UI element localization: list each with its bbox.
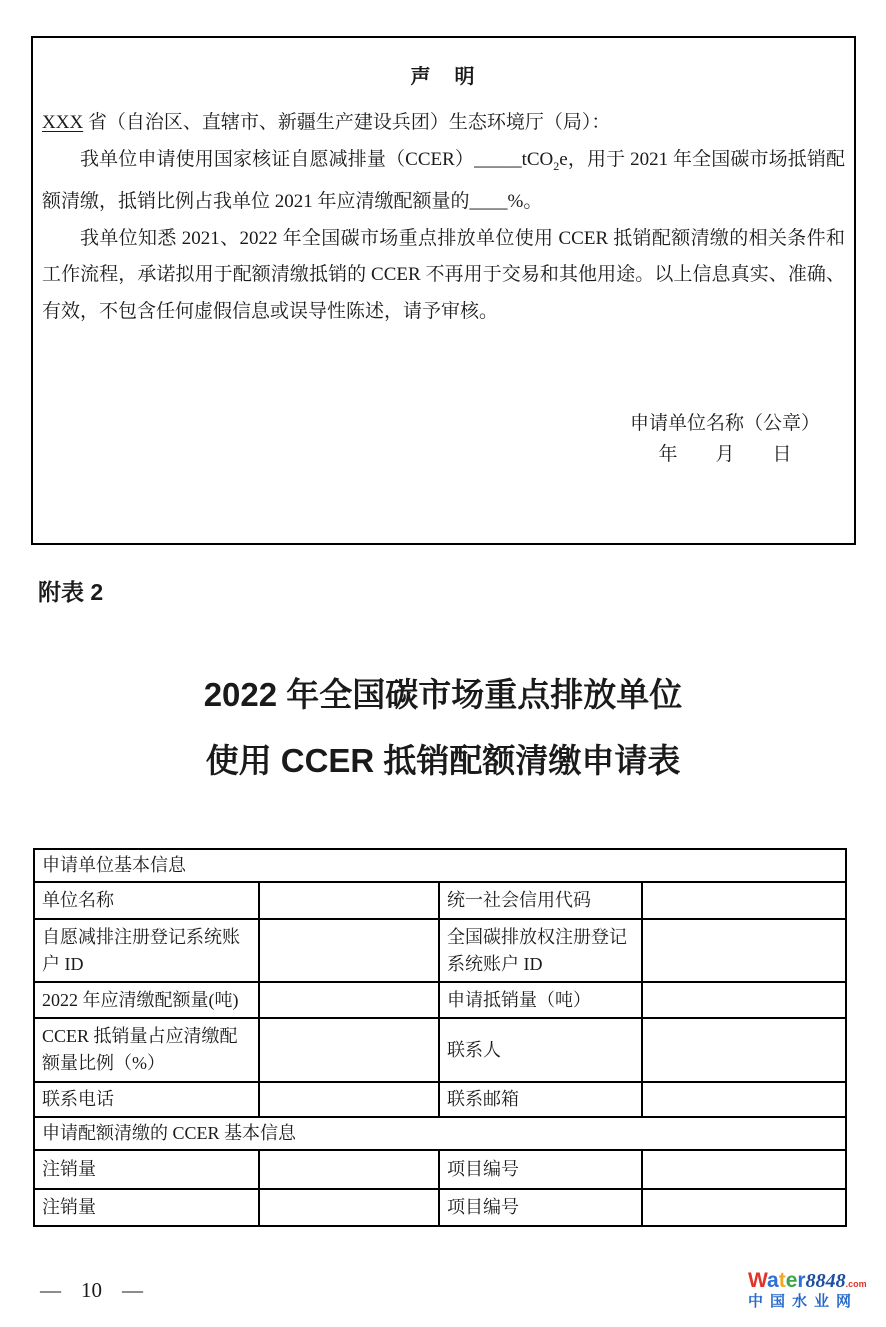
value-offset-amount (642, 982, 846, 1018)
para1-seg2: tCO (521, 148, 554, 170)
label-project-number-1: 项目编号 (439, 1150, 642, 1189)
table-row (34, 1018, 846, 1082)
table-row (34, 1189, 846, 1226)
value-contact-phone (259, 1082, 439, 1117)
value-credit-code (642, 882, 846, 919)
page-number-dash-right: — (122, 1278, 143, 1302)
document-title-line2: 使用 CCER 抵销配额清缴申请表 (205, 742, 681, 779)
table-row (34, 1082, 846, 1117)
label-quota-2022: 2022 年应清缴配额量(吨) (34, 982, 259, 1018)
declaration-body (42, 105, 845, 330)
label-cancel-amount-2: 注销量 (34, 1189, 259, 1226)
declaration-salutation (42, 105, 845, 142)
table-row (34, 982, 846, 1018)
label-unit-name: 单位名称 (34, 882, 259, 919)
logo-tld: .com (845, 1279, 867, 1289)
value-cancel-amount-1 (259, 1150, 439, 1189)
label-credit-code: 统一社会信用代码 (439, 882, 642, 919)
co2-subscript: 2 (553, 158, 560, 173)
label-offset-ratio: CCER 抵销量占应清缴配额量比例（%） (34, 1018, 259, 1082)
table-section-header-row (34, 849, 846, 882)
value-ets-account-id (642, 919, 846, 982)
document-title (0, 662, 886, 794)
para1-seg1: 我单位申请使用国家核证自愿减排量（CCER） (80, 148, 475, 170)
salutation-blank: XXX (42, 112, 84, 133)
value-project-number-2 (642, 1189, 846, 1226)
para1-seg4: %。 (507, 190, 543, 212)
table-row (34, 882, 846, 919)
value-contact-email (642, 1082, 846, 1117)
declaration-paragraph-1 (42, 142, 845, 221)
table-section-header-row (34, 1117, 846, 1150)
label-offset-amount: 申请抵销量（吨） (439, 982, 642, 1018)
table-row (34, 1150, 846, 1189)
logo-letter: t (778, 1269, 786, 1292)
label-contact-email: 联系邮箱 (439, 1082, 642, 1117)
salutation-text: 省（自治区、直辖市、新疆生产建设兵团）生态环境厅（局）： (83, 112, 611, 133)
value-offset-ratio (259, 1018, 439, 1082)
declaration-box (31, 36, 856, 545)
para1-seg3: e，用于 2021 年全国碳市场抵销配额清缴，抵销比例占我单位 2021 年应清缴配额量的 (42, 148, 845, 212)
logo-letter: e (785, 1269, 798, 1292)
signature-unit-name: 申请单位名称（公章） (629, 413, 820, 434)
label-ets-account-id: 全国碳排放权注册登记系统账户 ID (439, 919, 642, 982)
logo-letter: r (797, 1269, 806, 1292)
logo-number: 8848 (805, 1270, 846, 1292)
signature-block (630, 408, 820, 470)
water8848-logo (748, 1270, 884, 1310)
value-project-number-1 (642, 1150, 846, 1189)
label-cancel-amount-1: 注销量 (34, 1150, 259, 1189)
page-number-value: 10 (81, 1278, 102, 1302)
section-header-ccer-info: 申请配额清缴的 CCER 基本信息 (34, 1117, 846, 1150)
value-ccer-account-id (259, 919, 439, 982)
document-title-line1: 2022 年全国碳市场重点排放单位 (203, 676, 683, 713)
declaration-title: 声 明 (410, 66, 477, 88)
value-quota-2022 (259, 982, 439, 1018)
page-number (40, 1278, 143, 1303)
logo-letter: a (767, 1269, 779, 1292)
label-ccer-account-id: 自愿减排注册登记系统账户 ID (34, 919, 259, 982)
value-cancel-amount-2 (259, 1189, 439, 1226)
label-project-number-2: 项目编号 (439, 1189, 642, 1226)
value-contact-person (642, 1018, 846, 1082)
attachment-label: 附表 2 (38, 579, 104, 605)
table-row (34, 919, 846, 982)
value-unit-name (259, 882, 439, 919)
signature-date: 年 月 日 (658, 444, 792, 465)
logo-letter: W (748, 1269, 768, 1292)
para1-blank-percent: ____ (469, 190, 508, 212)
label-contact-phone: 联系电话 (34, 1082, 259, 1117)
declaration-paragraph-2: 我单位知悉 2021、2022 年全国碳市场重点排放单位使用 CCER 抵销配额清缴的相关条件和工作流程，承诺拟用于配额清缴抵销的 CCER 不再用于交易和其他用途。以上信息真实、准确、有效，不包含任何虚假信息或误导性陈述，请予审核。 (42, 227, 845, 322)
section-header-basic-info: 申请单位基本信息 (34, 849, 846, 882)
para1-blank-amount: _____ (474, 148, 522, 170)
page-number-dash-left: — (40, 1278, 61, 1302)
label-contact-person: 联系人 (439, 1018, 642, 1082)
logo-chinese-name: 中国水业网 (748, 1293, 859, 1311)
water8848-wordmark (748, 1270, 884, 1292)
application-form-table (33, 848, 847, 1227)
